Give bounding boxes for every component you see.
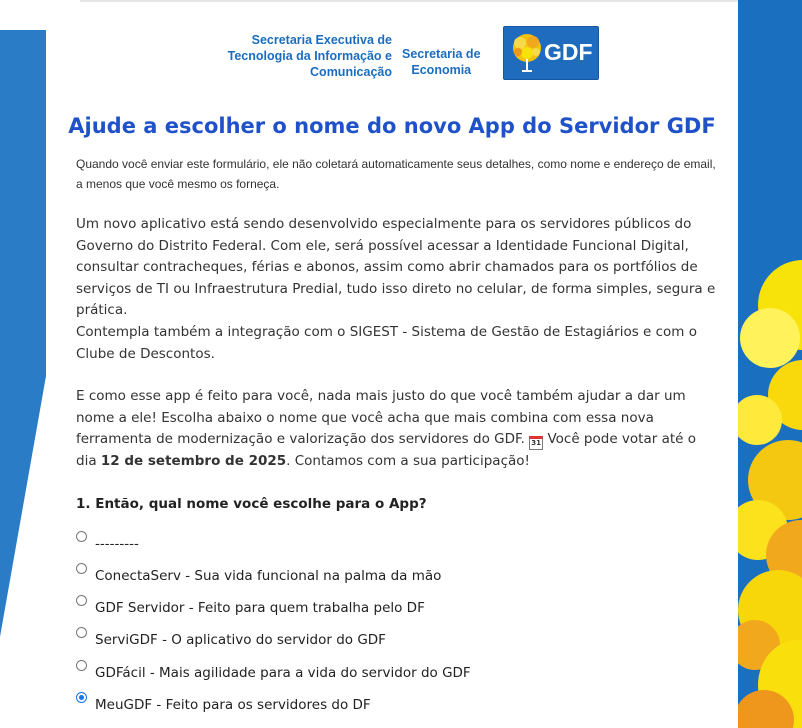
option-label: --------- [95, 536, 139, 552]
option-placeholder[interactable] [76, 530, 139, 552]
radio-button[interactable] [76, 660, 87, 671]
privacy-notice: Quando você enviar este formulário, ele não coletará automaticamente seus detalhes, como nome e endereço de email, a menos que você mesmo os forneça. [76, 157, 716, 191]
description-paragraph-3: E como esse app é feito para você, nada mais justo do que você também ajudar a dar um nome a ele! Escolha abaixo o nome que você acha que mais combina com essa nova ferramenta de modernização e valorização dos servidores do GDF. 31 Você pode votar até o dia 12 de setembro de 2025. Contamos com a sua participação! [76, 388, 697, 469]
option-conectaserv[interactable] [76, 562, 441, 584]
option-meugdf[interactable] [76, 691, 371, 713]
radio-button-selected[interactable] [76, 692, 87, 703]
form-card [46, 2, 738, 728]
option-label: ServiGDF - O aplicativo do servidor do GDF [95, 632, 386, 648]
header-logos [46, 24, 738, 82]
option-servigdf[interactable] [76, 626, 386, 648]
option-gdf-servidor[interactable] [76, 594, 425, 616]
radio-button[interactable] [76, 595, 87, 606]
description-paragraph-2: Contempla também a integração com o SIGEST - Sistema de Gestão de Estagiários e com o Clube de Descontos. [76, 324, 698, 362]
option-label: ConectaServ - Sua vida funcional na palma da mão [95, 568, 442, 584]
background-right-decoration [738, 0, 802, 728]
secretariat-tech-label: Secretaria Executiva de Tecnologia da Informação e Comunicação [227, 33, 392, 79]
radio-button[interactable] [76, 627, 87, 638]
description-paragraph-1: Um novo aplicativo está sendo desenvolvido especialmente para os servidores públicos do Governo do Distrito Federal. Com ele, será possível acessar a Identidade Funcional Digital, consultar contracheques, férias e abonos, assim como abrir chamados para os portfólios de serviços de TI ou Infraestrutura Predial, tudo isso direto no celular, de forma simples, segura e prática. [76, 216, 716, 318]
deadline-date: 12 de setembro de 2025 [100, 452, 287, 469]
calendar-icon: 31 [529, 436, 543, 450]
question-1-label: 1. Então, qual nome você escolhe para o App? [76, 496, 427, 512]
gdf-logo-text: GDF [544, 39, 593, 65]
secretariat-econ-label: Secretaria de Economia [402, 47, 481, 77]
radio-button[interactable] [76, 563, 87, 574]
gdf-flower-logo [508, 31, 546, 75]
gdf-logo [503, 26, 599, 80]
form-title: Ajude a escolher o nome do novo App do Servidor GDF [68, 114, 716, 138]
option-label: MeuGDF - Feito para os servidores do DF [95, 697, 371, 713]
radio-button[interactable] [76, 531, 87, 542]
option-label: GDF Servidor - Feito para quem trabalha pelo DF [95, 600, 425, 616]
option-label: GDFácil - Mais agilidade para a vida do servidor do GDF [95, 665, 471, 681]
option-gdfacil[interactable] [76, 659, 471, 681]
